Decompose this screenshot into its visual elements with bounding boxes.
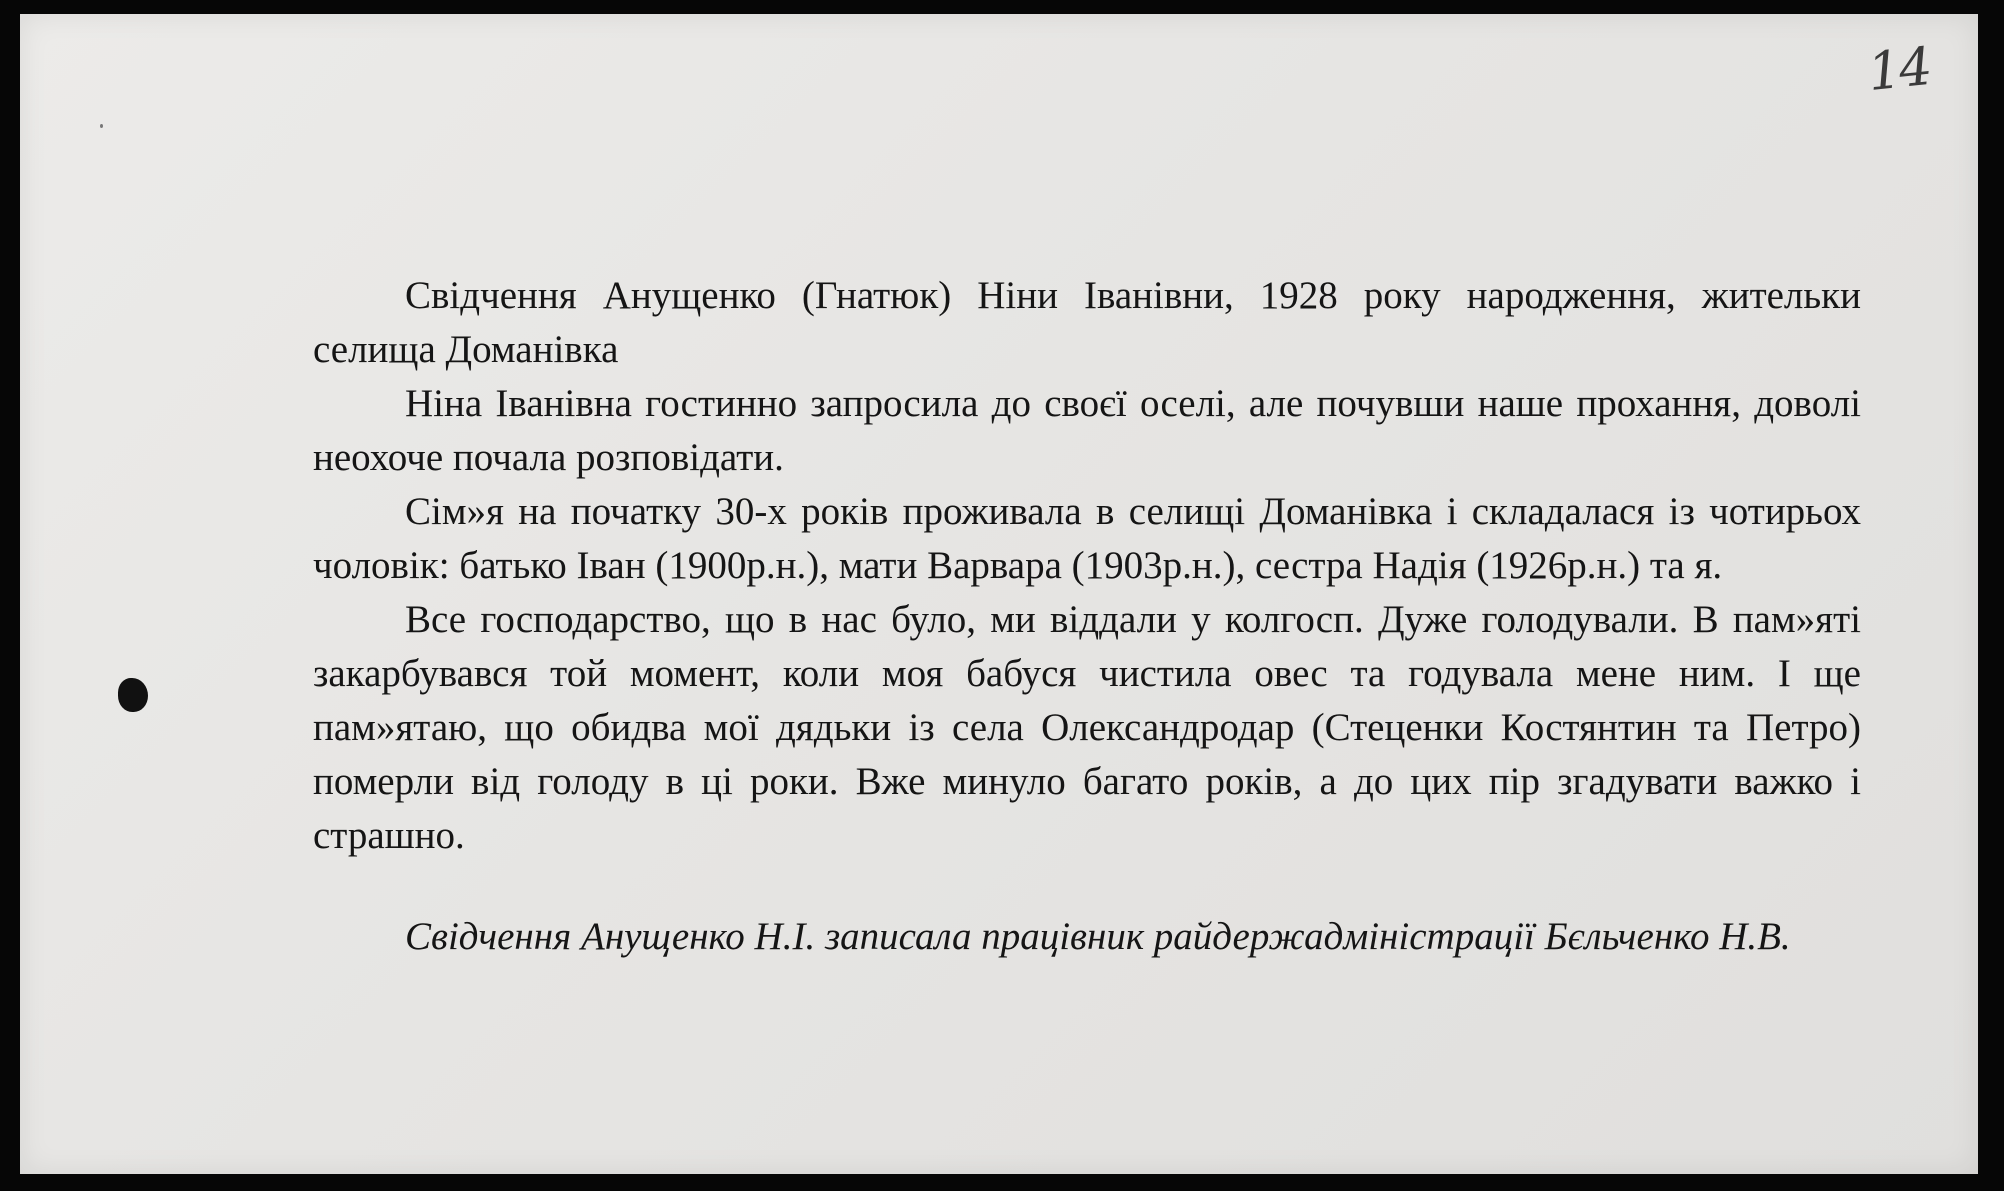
signature-line: Свідчення Анущенко Н.І. записала працівник райдержадміністрації Бєльченко Н.В. bbox=[405, 915, 1791, 958]
paragraph: Ніна Іванівна гостинно запросила до своєї оселі, але почувши наше прохання, доволі неохоче почала розповідати. bbox=[313, 382, 1861, 479]
testimony-text bbox=[313, 269, 1861, 964]
paper-speck bbox=[100, 124, 103, 128]
paragraph: Сім»я на початку 30-х років проживала в селищі Доманівка і складалася із чотирьох чоловік: батько Іван (1900р.н.), мати Варвара (1903р.н.), сестра Надія (1926р.н.) та я. bbox=[313, 490, 1861, 587]
punch-hole bbox=[118, 678, 148, 712]
title-paragraph: Свідчення Анущенко (Гнатюк) Ніни Іванівни, 1928 року народження, жительки селища Доманівка bbox=[313, 274, 1861, 371]
handwritten-page-number: 14 bbox=[1865, 36, 1934, 104]
paragraph: Все господарство, що в нас було, ми віддали у колгосп. Дуже голодували. В пам»яті закарбувався той момент, коли моя бабуся чистила овес та годувала мене ним. І ще пам»ятаю, що обидва мої дядьки із села Олександродар (Стеценки Костянтин та Петро) померли від голоду в ці роки. Вже минуло багато років, а до цих пір згадувати важко і страшно. bbox=[313, 598, 1861, 857]
paper-sheet bbox=[20, 14, 1978, 1174]
